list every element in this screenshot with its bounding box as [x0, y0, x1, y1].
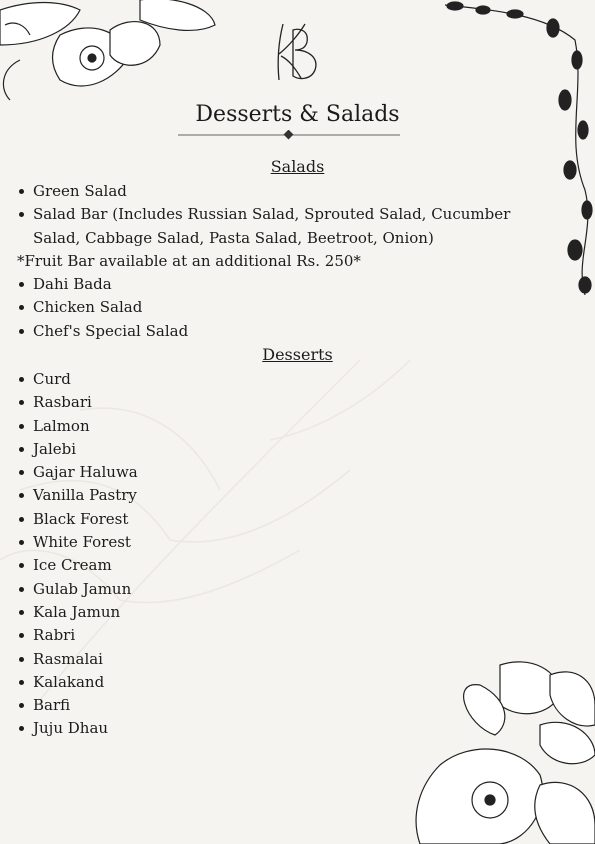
list-item: Juju Dhau: [17, 717, 557, 740]
list-item: White Forest: [17, 531, 557, 554]
list-item: Kala Jamun: [17, 601, 557, 624]
list-item: Gulab Jamun: [17, 578, 557, 601]
list-item: Salad Bar (Includes Russian Salad, Sprouted Salad, Cucumber Salad, Cabbage Salad, Pasta Salad, Beetroot, Onion): [17, 203, 557, 250]
salads-list-continued: [17, 273, 557, 343]
desserts-list: [17, 368, 557, 741]
salads-list: [17, 180, 557, 250]
list-item: Jalebi: [17, 438, 557, 461]
list-item: Green Salad: [17, 180, 557, 203]
list-item: Barfi: [17, 694, 557, 717]
logo-monogram-text: KB: [265, 20, 267, 21]
list-item: Ice Cream: [17, 554, 557, 577]
list-item: Black Forest: [17, 508, 557, 531]
list-item: Curd: [17, 368, 557, 391]
page-title: Desserts & Salads: [195, 102, 400, 127]
list-item: Chef's Special Salad: [17, 320, 557, 343]
list-item: Rasbari: [17, 391, 557, 414]
list-item: Dahi Bada: [17, 273, 557, 296]
list-item: Kalakand: [17, 671, 557, 694]
title-divider: [178, 130, 400, 140]
list-item: Gajar Haluwa: [17, 461, 557, 484]
list-item: Vanilla Pastry: [17, 484, 557, 507]
fruit-bar-note: *Fruit Bar available at an additional Rs. 250*: [17, 252, 361, 270]
desserts-heading: Desserts: [262, 345, 333, 364]
list-item: Rasmalai: [17, 648, 557, 671]
list-item: Chicken Salad: [17, 296, 557, 319]
list-item: Lalmon: [17, 415, 557, 438]
flower-decoration-top-left: [0, 0, 220, 105]
list-item: Rabri: [17, 624, 557, 647]
salads-heading: Salads: [270, 157, 325, 176]
kb-monogram-logo: [265, 20, 325, 84]
vine-decoration-top-right: [435, 0, 595, 300]
